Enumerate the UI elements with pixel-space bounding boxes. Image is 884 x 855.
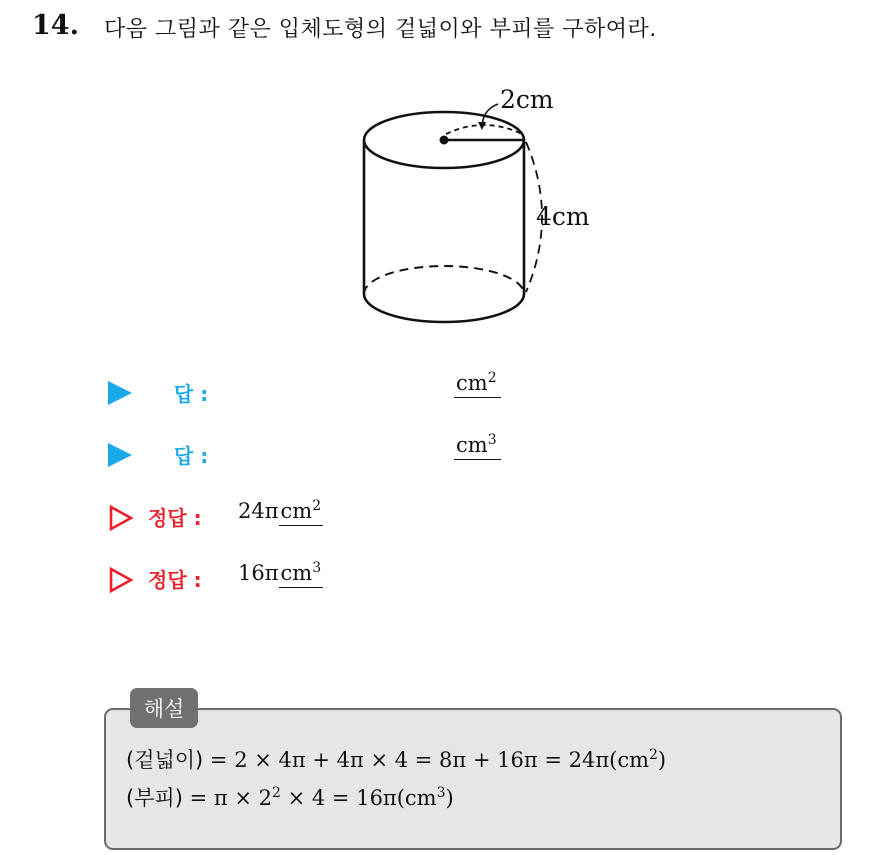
radius-label: 2cm xyxy=(500,85,554,114)
correct-value: 24πcm$^2$ xyxy=(238,498,323,523)
radius-dashed-arc xyxy=(446,125,522,134)
answer-label: 답 : xyxy=(174,444,209,468)
answer-unit[interactable]: $cm^2$ xyxy=(454,370,501,398)
correct-row-1 xyxy=(108,498,368,536)
answer-unit[interactable]: $cm^3$ xyxy=(454,432,501,460)
question-text: 다음 그림과 같은 입체도형의 겉넓이와 부피를 구하여라. xyxy=(104,17,657,42)
correct-label: 정답 : xyxy=(148,568,202,592)
question-number: 14. xyxy=(32,10,79,41)
height-label: 4cm xyxy=(536,202,590,231)
play-arrow-icon xyxy=(108,443,132,467)
explanation-tab: 해설 xyxy=(130,688,198,728)
answer-row-2 xyxy=(108,432,528,472)
radius-pointer-arrowhead xyxy=(478,122,486,130)
play-arrow-icon xyxy=(108,381,132,405)
explanation-line-1: (겉넓이) = $2 \times 4\pi + 4\pi \times 4 = 8\pi + 16\pi = 24\pi(cm^2)$ xyxy=(126,747,667,772)
explanation-box xyxy=(104,708,842,850)
answer-label: 답 : xyxy=(174,382,209,406)
answer-row-1 xyxy=(108,370,528,410)
triangle-outline-icon xyxy=(108,505,134,531)
correct-value: 16πcm$^3$ xyxy=(238,560,323,585)
explanation-line-2: (부피) = $\pi \times 2^2 \times 4 = 16\pi(cm^3)$ xyxy=(126,785,454,810)
cylinder-bottom-front xyxy=(364,294,524,322)
correct-label: 정답 : xyxy=(148,506,202,530)
correct-row-2 xyxy=(108,560,368,598)
triangle-outline-icon xyxy=(108,567,134,593)
cylinder-bottom-back xyxy=(364,266,524,294)
cylinder-figure xyxy=(340,80,620,340)
